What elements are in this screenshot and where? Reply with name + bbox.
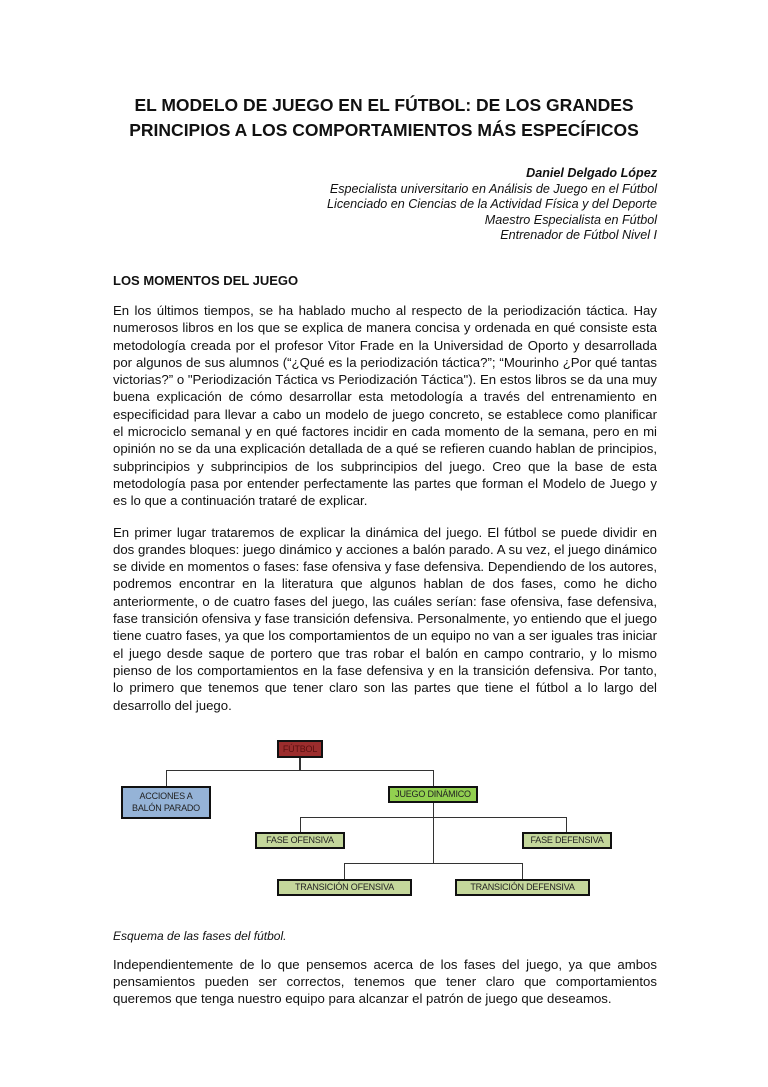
connector	[522, 863, 523, 879]
node-offensive-phase: FASE OFENSIVA	[255, 832, 345, 849]
author-role: Entrenador de Fútbol Nivel I	[500, 228, 657, 243]
author-name: Daniel Delgado López	[526, 166, 657, 180]
author-role: Licenciado en Ciencias de la Actividad Física y del Deporte	[327, 197, 657, 212]
connector	[300, 817, 567, 818]
title-line-2: PRINCIPIOS A LOS COMPORTAMIENTOS MÁS ESPECÍFICOS	[129, 120, 639, 140]
author-role: Especialista universitario en Análisis de Juego en el Fútbol	[329, 181, 657, 196]
node-dynamic-play: JUEGO DINÁMICO	[388, 786, 478, 803]
diagram-caption: Esquema de las fases del fútbol.	[113, 928, 287, 943]
node-offensive-transition: TRANSICIÓN OFENSIVA	[277, 879, 412, 896]
connector	[566, 817, 567, 832]
connector	[166, 770, 434, 771]
section-heading: LOS MOMENTOS DEL JUEGO	[113, 273, 299, 288]
document-body	[113, 272, 657, 1022]
connector	[433, 803, 434, 863]
title-line-1: EL MODELO DE JUEGO EN EL FÚTBOL: DE LOS GRANDES	[134, 95, 634, 115]
author-role: Maestro Especialista en Fútbol	[484, 212, 657, 227]
connector	[344, 863, 345, 879]
paragraph-2: En primer lugar trataremos de explicar la dinámica del juego. El fútbol se puede dividir en dos grandes bloques: juego dinámico y acciones a balón parado. A su vez, el juego dinámico se divide en momentos o fases: fase ofensiva y fase defensiva. Dependiendo de los autores, podremos encontrar en la literatura que algunos hablan de dos fases, como he dicho anteriormente, o de cuatro fases del juego, las cuáles serían: fase ofensiva, fase defensiva, fase transición ofensiva y fase transición defensiva. Personalmente, yo entiendo que el juego tiene cuatro fases, ya que los comportamientos de un equipo no van a ser iguales tras iniciar el juego desde saque de portero que tras robar el balón en campo contrario, y lo mismo pienso de los comportamientos en la fase defensiva y en la transición defensiva. Por tanto, lo primero que tenemos que tener claro son las partes que tiene el fútbol a lo largo del desarrollo del juego.	[113, 524, 657, 713]
node-defensive-transition: TRANSICIÓN DEFENSIVA	[455, 879, 590, 896]
phases-diagram	[113, 740, 657, 920]
connector	[300, 817, 301, 832]
document-title	[90, 93, 678, 143]
node-defensive-phase: FASE DEFENSIVA	[522, 832, 612, 849]
paragraph-1: En los últimos tiempos, se ha hablado mucho al respecto de la periodización táctica. Hay numerosos libros en los que se explica de manera concisa y ordenada en qué consiste esta metodología creada por el profesor Vitor Frade en la Universidad de Oporto y desarrollada por algunos de sus alumnos (“¿Qué es la periodización táctica?”; “Mourinho ¿Por qué tantas victorias?” o "Periodización Táctica vs Periodización Táctica"). En estos libros se da una muy buena explicación de cómo desarrollar esta metodología a través del entrenamiento en especificidad para llevar a cabo un modelo de juego concreto, se establece como planificar el microciclo semanal y en qué factores incidir en cada momento de la semana, pero en mi opinión no se da una explicación detallada de a qué se refieren cuando hablan de principios, subprincipios y subprincipios de los subprincipios del juego. Creo que la base de esta metodología pasa por entender perfectamente las partes que forman el Modelo de Juego y es lo que a continuación trataré de explicar.	[113, 303, 657, 509]
node-set-pieces: ACCIONES A BALÓN PARADO	[121, 786, 211, 819]
paragraph-3: Independientemente de lo que pensemos acerca de los fases del juego, ya que ambos pensamientos pueden ser correctos, tenemos que tener claro que comportamientos queremos que tenga nuestro equipo para alcanzar el patrón de juego que deseamos.	[113, 956, 657, 1007]
author-block	[327, 166, 657, 244]
connector	[344, 863, 523, 864]
connector	[433, 770, 434, 786]
connector	[166, 770, 167, 786]
node-futbol: FÚTBOL	[277, 740, 323, 758]
